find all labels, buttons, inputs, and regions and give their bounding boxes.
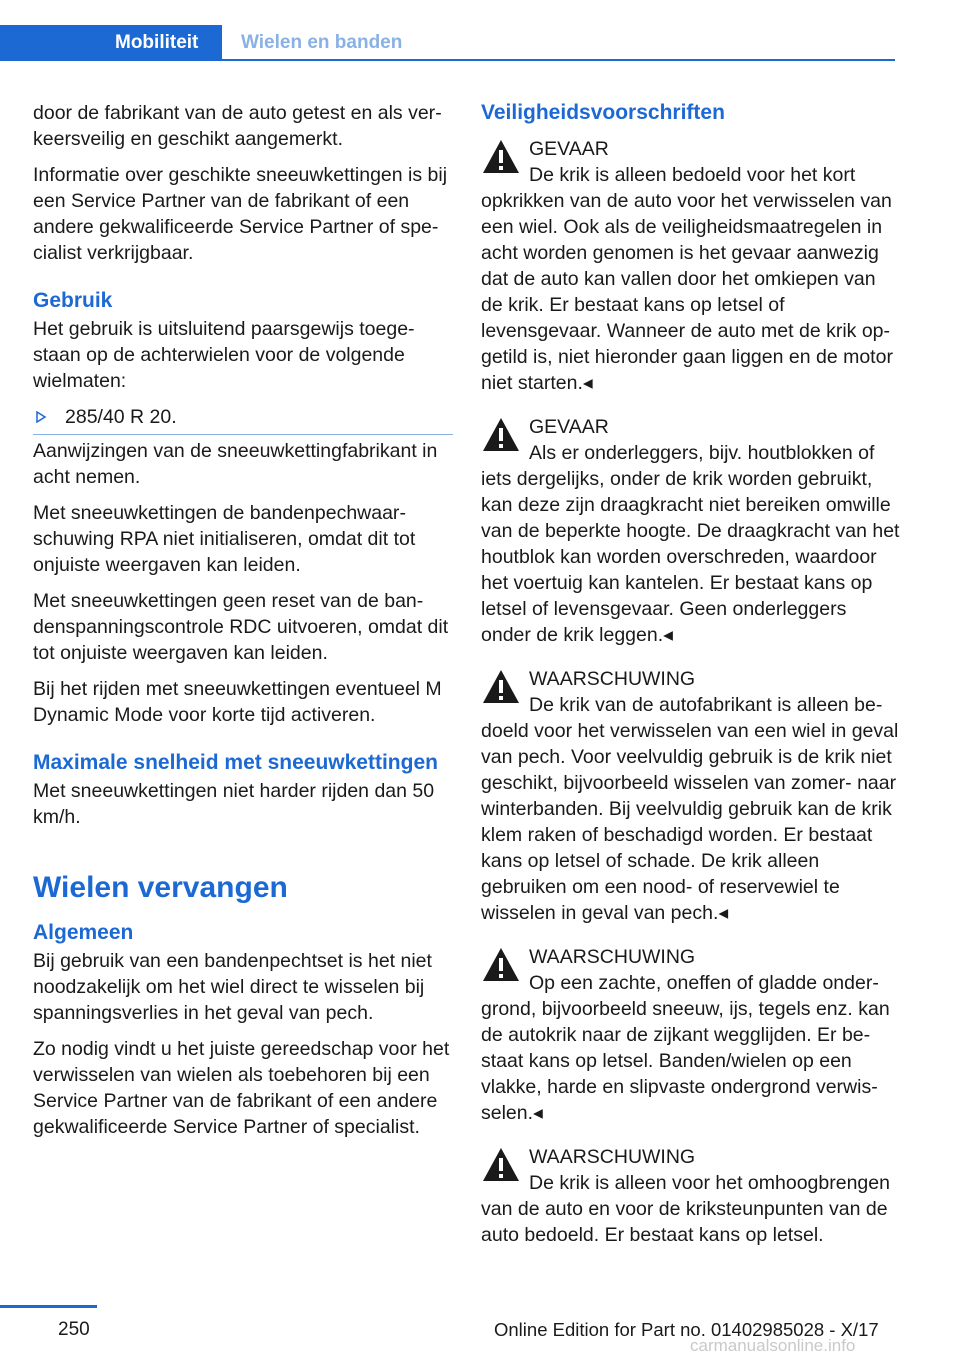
- paragraph: Aanwijzingen van de sneeuwkettingfabrikant in acht nemen.: [33, 440, 438, 488]
- list-item-text: 285/40 R 20.: [65, 406, 177, 428]
- warning-block: [481, 944, 901, 1126]
- heading-maximale-snelheid: Maximale snelheid met sneeuwkettingen: [33, 751, 438, 774]
- warning-text: De krik van de autofabrikant is alleen bedoeld voor het verwisselen van een wiel in geval van pech. Voor veelvuldig gebruik is de krik niet geschikt, bijvoorbeeld wisselen van zomer- naar winterbanden. Bij veelvuldig gebruik kan de krik klem raken of beschadigd worden. Er bestaat kans op letsel of schade. De krik alleen gebruiken om een nood- of reservewiel te wisselen in geval van pech.◂: [481, 694, 899, 924]
- paragraph: door de fabrikant van de auto getest en als verkeersveilig en geschikt aangemerkt.: [33, 102, 442, 150]
- tab-mobiliteit[interactable]: Mobiliteit: [0, 25, 222, 61]
- tab-wielen-en-banden[interactable]: Wielen en banden: [241, 32, 403, 53]
- paragraph: Zo nodig vindt u het juiste gereedschap voor het verwisselen van wielen als toebehoren bij een Service Partner van de fabrikant of een andere gekwalificeerde Service Partner of specialist.: [33, 1038, 450, 1138]
- paragraph: Met sneeuwkettingen niet harder rijden dan 50 km/h.: [33, 780, 435, 828]
- paragraph: Met sneeuwkettingen de bandenpechwaarschuwing RPA niet initialiseren, omdat dit tot onjuiste weergaven kan leiden.: [33, 502, 416, 576]
- paragraph: Bij het rijden met sneeuwkettingen eventueel M Dynamic Mode voor korte tijd activeren.: [33, 678, 442, 726]
- warning-title: WAARSCHUWING: [529, 1146, 696, 1168]
- warning-triangle-icon: [481, 668, 521, 710]
- warning-triangle-icon: [481, 138, 521, 180]
- paragraph: Het gebruik is uitsluitend paarsgewijs toegestaan op de achterwielen voor de volgende wielmaten:: [33, 318, 415, 392]
- right-column: [481, 100, 901, 1266]
- list-separator: [33, 434, 453, 435]
- warning-text: Op een zachte, oneffen of gladde ondergrond, bijvoorbeeld sneeuw, ijs, tegels enz. kan de autokrik naar de zijkant wegglijden. Er bestaat kans op letsel. Banden/wielen op een vlakke, harde en slipvaste ondergrond verwisselen.◂: [481, 972, 890, 1124]
- warning-text: De krik is alleen voor het omhoogbrengen van de auto en voor de kriksteunpunten van de auto bedoeld. Er bestaat kans op letsel.: [481, 1172, 890, 1246]
- paragraph: Informatie over geschikte sneeuwkettingen is bij een Service Partner van de fabrikant of een andere gekwalificeerde Service Partner of specialist verkrijgbaar.: [33, 164, 448, 264]
- warning-title: GEVAAR: [529, 416, 609, 438]
- warning-triangle-icon: [481, 1146, 521, 1188]
- warning-block: [481, 666, 901, 926]
- warning-title: WAARSCHUWING: [529, 946, 696, 968]
- paragraph: Met sneeuwkettingen geen reset van de bandenspanningscontrole RDC uitvoeren, omdat dit tot onjuiste weergaven kan leiden.: [33, 590, 449, 664]
- warning-block: [481, 414, 901, 648]
- warning-title: GEVAAR: [529, 138, 609, 160]
- warning-title: WAARSCHUWING: [529, 668, 696, 690]
- left-column: [33, 100, 453, 1150]
- heading-algemeen: Algemeen: [33, 921, 134, 944]
- warning-block: [481, 136, 901, 396]
- page-number: 250: [58, 1319, 90, 1340]
- paragraph: Bij gebruik van een bandenpechtset is het niet noodzakelijk om het wiel direct te wisselen bij spanningsverlies in het geval van pech.: [33, 950, 432, 1024]
- triangle-right-icon: [33, 404, 65, 432]
- list-item: [33, 404, 453, 432]
- heading-gebruik: Gebruik: [33, 289, 113, 312]
- footer-rule: [0, 1305, 97, 1308]
- heading-veiligheidsvoorschriften: Veiligheidsvoorschriften: [481, 101, 725, 124]
- warning-triangle-icon: [481, 416, 521, 458]
- edition-label: Online Edition for Part no. 01402985028 - X/17: [494, 1319, 879, 1340]
- warning-block: [481, 1144, 901, 1248]
- page-header: [0, 0, 960, 64]
- heading-wielen-vervangen: Wielen vervangen: [33, 871, 288, 904]
- header-rule: [222, 59, 895, 61]
- warning-text: Als er onderleggers, bijv. houtblokken of iets dergelijks, onder de krik worden gebruikt, kan deze zijn draagkracht niet bereiken omwille van de beperkte hoogte. De draagkracht van het houtblok kan worden overschreden, waardoor het voertuig kan kantelen. Er bestaat kans op letsel of levensgevaar. Geen onderleggers onder de krik leggen.◂: [481, 442, 900, 646]
- warning-text: De krik is alleen bedoeld voor het kort opkrikken van de auto voor het verwisselen van een wiel. Ook als de veiligheidsmaatregelen in acht worden genomen is het gevaar aanwezig dat de auto kan vallen door het omkiepen van de krik. Er bestaat kans op letsel of levensgevaar. Wanneer de auto met de krik opgetild is, niet hieronder gaan liggen en de motor niet starten.◂: [481, 164, 893, 394]
- watermark: carmanualsonline.info: [690, 1336, 856, 1355]
- warning-triangle-icon: [481, 946, 521, 988]
